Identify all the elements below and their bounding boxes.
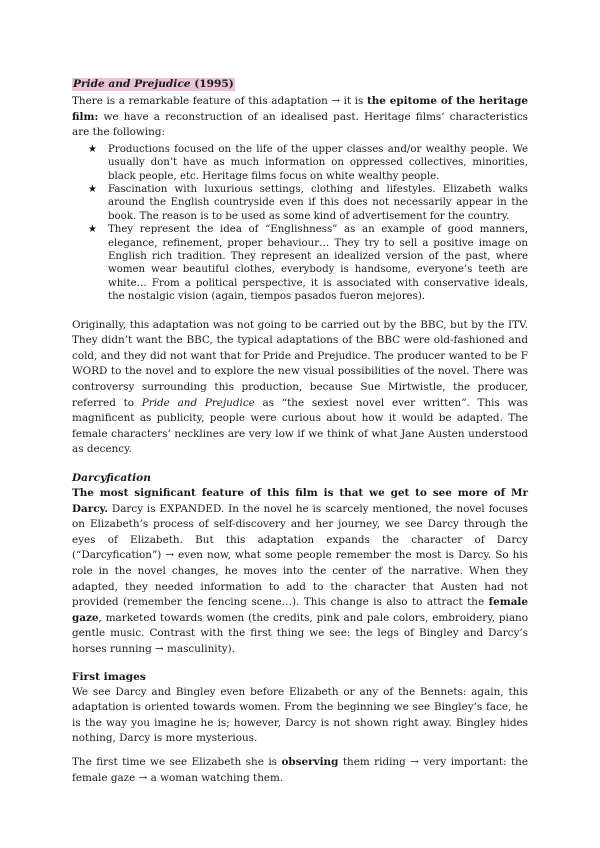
list-item [88,183,528,223]
star-icon: ★ [88,224,97,236]
list-item [88,223,528,303]
star-icon: ★ [88,143,97,155]
list-item [88,143,528,183]
bbc-text-b: as “the sexiest novel ever written”. This was magnificent as publicity, people were curious about how it would be adapted. The female characters’ necklines are very low if we think of what Jane Austen understood as decency. [72,396,528,456]
elizabeth-paragraph [72,755,528,786]
elizabeth-text-b: them riding → very important: the female gaze → a woman watching them. [72,755,528,784]
section-heading-first-images: First images [72,670,146,683]
darcyfication-paragraph [72,486,528,658]
darcy-text-a: Darcy is EXPANDED. In the novel he is scarcely mentioned, the novel focuses on Elizabeth’s process of self-discovery and her journey, we see Darcy through the eyes of Elizabeth. But this adaptation expands the character of Darcy (“Darcyfication”) → even now, what some people remember the most is Darcy. So his role in the novel changes, he moves into the center of the narrative. When they adapted, they needed information to add to the character that Austen had not provided (remember the fencing scene…). This change is also to attract the [72,502,528,609]
female-gaze-bold: female gaze [72,596,528,624]
intro-paragraph [72,94,528,141]
list-item-text: They represent the idea of “Englishness” as an example of good manners, elegance, refinement, proper behaviour… They try to sell a positive image on English rich tradition. They represent an idealized version of the past, where women wear beautiful clothes, everybody is handsome, everyone’s teeth are white… From a political perspective, it is associated with conservative ideals, the nostalgic vision (again, tiempos pasados fueron mejores). [108,224,528,303]
bbc-text-a: Originally, this adaptation was not going to be carried out by the BBC, but by the ITV. They didn’t want the BBC, the typical adaptations of the BBC were old-fashioned and cold, and they did not want that for Pride and Prejudice. The producer wanted to be F WORD to the novel and to explore the new visual possibilities of the novel. There was controversy surrounding this production, because Sue Mirtwistle, the producer, referred to [72,318,528,409]
observing-bold: observing [281,755,339,768]
intro-text-b: we have a reconstruction of an idealised past. Heritage films’ characteristics are the following: [72,110,528,139]
intro-text-a: There is a remarkable feature of this adaptation → it is [72,95,367,107]
elizabeth-text-a: The first time we see Elizabeth she is [72,755,282,768]
characteristics-list [72,143,528,304]
novel-title-italic: Pride and Prejudice [141,396,255,409]
bbc-paragraph [72,318,528,458]
title-year: (1995) [194,78,234,90]
document-body [72,72,528,786]
star-icon: ★ [88,184,97,195]
title-text: Pride and Prejudice [73,78,191,90]
section-heading-darcyfication: Darcyfication [72,472,151,484]
list-item-text: Productions focused on the life of the upper classes and/or wealthy people. We usually don’t have as much information on oppressed collectives, minorities, black people, etc. Heritage films focus on white wealthy people. [108,143,528,182]
first-images-paragraph: We see Darcy and Bingley even before Elizabeth or any of the Bennets: again, this adaptation is oriented towards women. From the beginning we see Bingley’s face, he is the way you imagine he is; however, Darcy is not shown right away. Bingley hides nothing, Darcy is more mysterious. [72,685,528,745]
intro-emphasis: the epitome of the heritage film: [72,95,528,123]
list-item-text: Fascination with luxurious settings, clothing and lifestyles. Elizabeth walks around the English countryside even if this does not necessarily appear in the book. The reason is to be used as some kind of advertisement for the country. [108,184,528,222]
document-title [72,78,235,91]
darcy-lead: The most significant feature of this film is that we get to see more of Mr Darcy. [72,487,528,515]
darcy-text-b: , marketed towards women (the credits, pink and pale colors, embroidery, piano gentle music. Contrast with the first thing we see: the legs of Bingley and Darcy’s horses running → masculinity). [72,611,528,655]
